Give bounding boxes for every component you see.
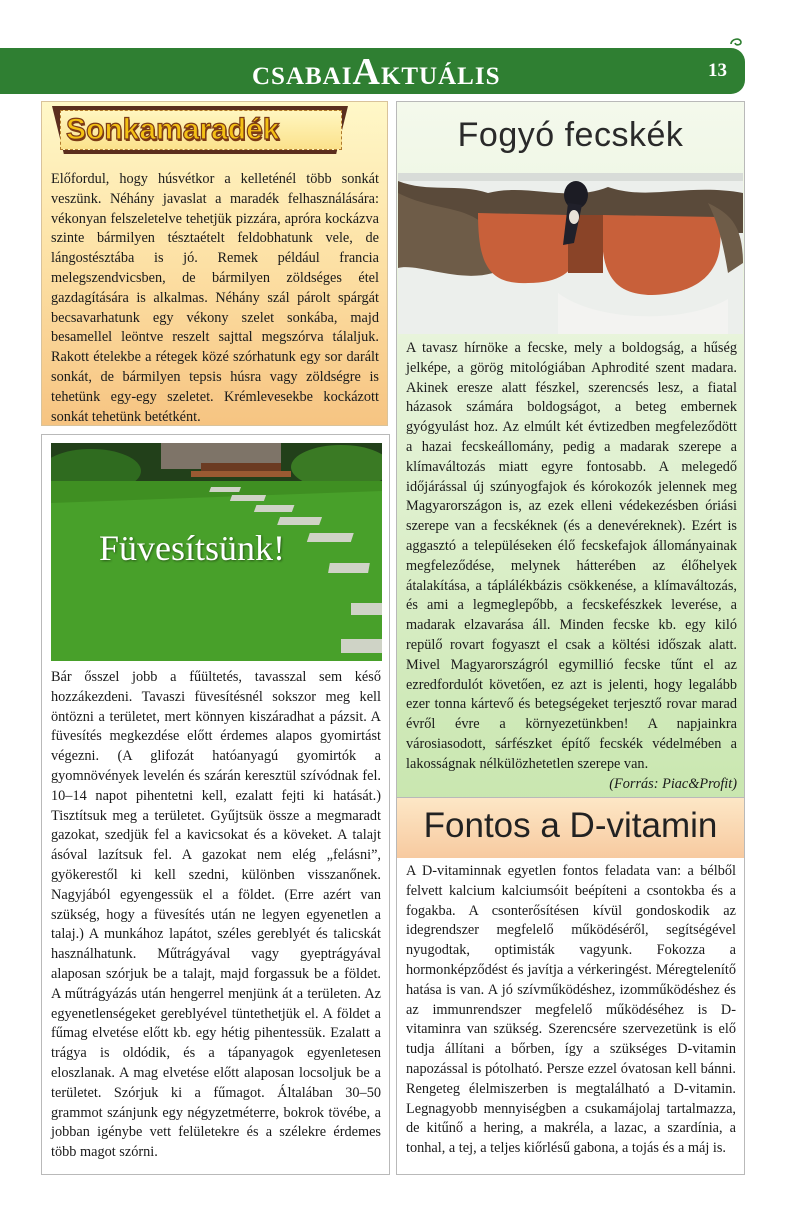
article-body-text: A tavasz hírnöke a fecske, mely a boldogság, a hűség jelképe, a görög mitológiában Aphrodité szent madara. Akinek eresze alatt fészkel, szerencsés lesz, a fiatal házasok számára boldogságot, a beteg embernek gyógyulást hoz. Az elmúlt két évtizedben megfeleződött a hazai fecskeállomány, pedig a madarak szerepe a klímaváltozás miatt egyre fontosabb. A melegedő időjárással új szúnyogfajok és kórokozók jelennek meg Magyarországon is, az ezek elleni védekezésben óriási szerepe van a fecskéknek (és a denevéreknek). Ezért is aggasztó a településeken élő fecskefajok állományainak megfeleződése, melynek hátterében az élőhelyek átalakítása, a táplálékbázis csökkenése, a klímaváltozás, és ami a legmeglepőbb, a fecskefészkek leverése, a madarak elzavarása áll. Minden fecske kb. egy kiló repülő rovart fogyaszt el csak a költési időszak alatt. Mivel Magyarországról egymillió fecske tűnt el az ezredfordulót követően, ez azt is jelenti, hogy legalább ezer tonna kártevő és betegségeket terjesztő rovar marad évről évre a környezetünkben! A napjainkra városiasodott, sárfészket építő fecskék védelmében a lakosságnak nélkülözhetetlen szerepe van. [406, 340, 737, 772]
article-title: Sonkamaradék [66, 113, 280, 146]
swirl-ornament-icon [729, 36, 743, 48]
article-title: Füvesítsünk! [99, 528, 286, 568]
swallow-nest-photo [398, 173, 743, 334]
article-fogyo-fecskek [396, 101, 745, 815]
article-body: A D-vitaminnak egyetlen fontos feladata van: a bélből felvett kalcium kalciumsóit beépíteni a csontokba és a fogakba. A csonterősítésen kívül gondoskodik az idegrendszer megfelelő működéséről, segítségével nyugodtak, optimisták vagyunk. Fokozza a hormonképződést és javítja a vérkeringést. Méregtelenítő hatása is van. A jó szívműködéshez, izomműködéshez és az immunrendszer megfelelő működéséhez is D-vitaminra van szükség. Szerencsére szervezetünk is elő tudja állítani a bőrben, így a szükséges D-vitamin napozással is pótolható. Persze ezzel óvatosan kell bánni. Rengeteg élelmiszerben is megtalálható a D-vitamin. Legnagyobb mennyiségben a csukamájolaj tartalmazza, de kitűnő a hering, a makréla, a lazac, a szardínia, a tonhal, a tej, a teljes kiőrlésű gabona, a tojás és a máj is. [406, 863, 736, 1157]
page-number: 13 [708, 60, 727, 81]
article-fuvesitsunk [41, 434, 390, 1175]
article-sonkamaradek [41, 101, 388, 426]
masthead-part1: CSABAI [252, 63, 353, 90]
article-body: Előfordul, hogy húsvétkor a kelleténél több sonkát veszünk. Néhány javaslat a maradék felhasználására: vékonyan felszeletelve tehetjük pizzára, apróra kockázva szinte bármilyen tésztaételt feldobhatunk vele, de lángostésztába is jó. Remek például francia melegszendvicsben, de bármilyen zöldséges étel gazdagítására is alkalmas. Néhány szál párolt spárgát becsavarhatunk egy vékony szelet sonkába, majd besamellel leöntve reszelt sajttal megszórva tálaljuk. Rakott ételekbe a rétegek közé szórhatunk egy sor darált sonkát, de bármilyen tepsis húsra vagy zöldségre is tehetünk egy-egy szeletet. Krémlevesekbe kockázott sonkát tehetünk betétként. [51, 171, 379, 425]
article-title: Fontos a D-vitamin [423, 806, 718, 845]
masthead-capital: A [352, 51, 381, 93]
masthead-part2: KTUÁLIS [380, 63, 501, 90]
article-body: Bár ősszel jobb a fűültetés, tavasszal sem késő hozzákezdeni. Tavaszi füvesítésnél sokszor meg kell öntözni a területet, mert könnyen kiszáradhat a pázsit. A füvesítés megkezdése előtt érdemes alapos gyomirtást végezni. (A glifozát hatóanyagú gyomirtók a gyomnövények levelén és szárán keresztül szívódnak fel. 10–14 napot pihentetni kell, ezalatt fejti ki hatását.) Tisztítsuk meg a területet. Gyűjtsük össze a megmaradt gazokat, szedjük fel a kavicsokat és a köveket. A talajt ásóval lazítsuk fel. A gazokat nem elég „felásni”, gyökerestől ki kell szedni, különben visszanőnek. Nagyjából egyengessük el a földet. (Erre azért van szükség, hogy a füvesítés után ne legyen egyenetlen a talaj.) A munkához lapátot, széles gereblyét és talicskát használhatunk. Műtrágyával vagy gyeptrágyával alaposan szórjuk be a talajt, majd forgassuk be a földet. A műtrágyázás után hengerrel menjünk át a területen. Az egyenetlenségeket gereblyével tüntethetjük el. A földet a fűmag elvetése előtt kb. egy hétig pihentessük. Ezalatt a trágya is oldódik, és a tápanyagok egyenletesen eloszlanak. A mag elvetése előtt alaposan locsoljuk be a területet. Szórjuk ki a fűmagot. Általában 30–50 grammot szánjunk egy négyzetméterre, bokrok tövébe, a jobban igénybe vett felületekre és a szélekre érdemes több magot szórni. [51, 669, 381, 1161]
source-credit: (Forrás: Piac&Profit) [609, 775, 737, 792]
article-title: Fogyó fecskék [457, 116, 684, 154]
lawn-photo [51, 443, 382, 661]
article-d-vitamin [396, 797, 745, 1175]
masthead [252, 52, 500, 97]
article-body [406, 339, 737, 794]
